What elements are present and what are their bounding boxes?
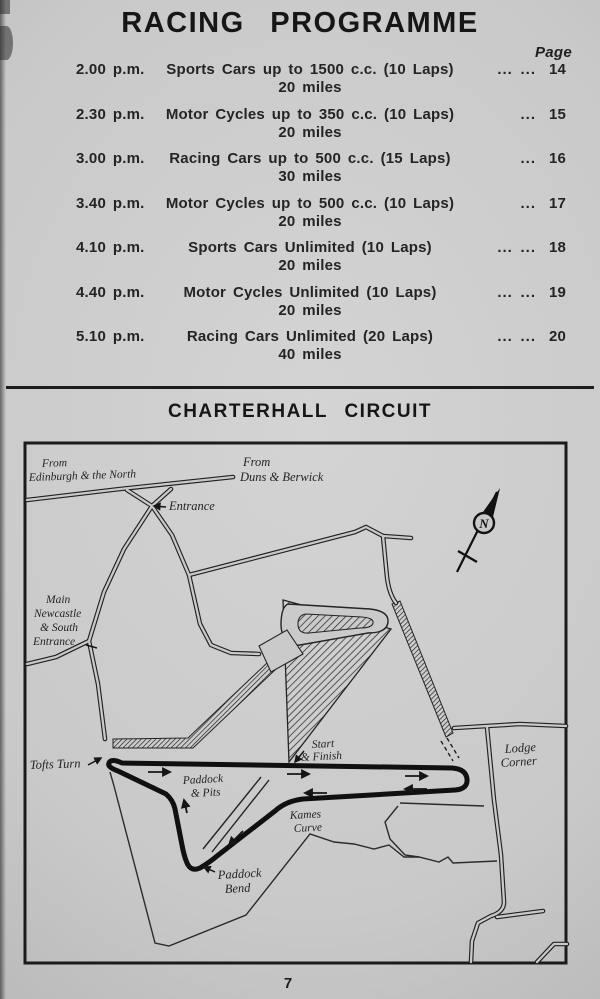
- race-distance: 20 miles: [278, 257, 342, 274]
- schedule-row: [0, 195, 600, 240]
- page-column-header: Page: [534, 44, 572, 61]
- label-start-finish: & Finish: [300, 749, 343, 764]
- label-lodge-corner: Corner: [500, 753, 538, 770]
- field-boundary-south: [110, 772, 419, 946]
- page-number: 7: [283, 975, 293, 992]
- label-paddock-pits: & Pits: [190, 786, 221, 800]
- scan-edge-mark: [0, 26, 13, 60]
- race-time: 2.00 p.m.: [76, 61, 145, 78]
- leader-dots: ...: [520, 194, 536, 212]
- circuit-map: [0, 435, 600, 999]
- label-start-finish: Start: [311, 737, 335, 751]
- race-time: 4.40 p.m.: [76, 283, 145, 301]
- label-from-edinburgh: Edinburgh & the North: [28, 468, 137, 484]
- map-labels: [28, 455, 538, 896]
- race-page-number: 15: [549, 105, 567, 123]
- race-page-number: 16: [549, 150, 567, 167]
- race-time: 4.10 p.m.: [76, 239, 145, 256]
- lane-to-lodge: [400, 803, 484, 806]
- label-tofts-turn: Tofts Turn: [29, 756, 81, 772]
- race-time: 2.30 p.m.: [76, 105, 145, 123]
- race-distance: 20 miles: [278, 301, 342, 319]
- race-event: Sports Cars Unlimited (10 Laps): [188, 239, 432, 256]
- label-kames-curve: Kames: [289, 808, 322, 822]
- label-from-edinburgh: From: [41, 457, 68, 470]
- label-main-entrance: Newcastle: [34, 608, 82, 620]
- race-distance: 40 miles: [278, 346, 342, 363]
- race-page-number: 18: [549, 239, 567, 256]
- leader-dots: ... ...: [497, 328, 536, 345]
- race-distance: 30 miles: [278, 168, 342, 185]
- circuit-title: CHARTERHALL CIRCUIT: [167, 401, 433, 422]
- race-time: 3.00 p.m.: [76, 150, 145, 167]
- race-page-number: 14: [549, 61, 567, 78]
- race-page-number: 19: [549, 283, 567, 301]
- leader-dots: ... ...: [497, 283, 536, 301]
- schedule-row: [0, 150, 600, 195]
- race-page-number: 17: [549, 194, 567, 212]
- race-distance: 20 miles: [278, 79, 342, 96]
- race-event: Motor Cycles up to 500 c.c. (10 Laps): [165, 194, 455, 212]
- schedule-row: [0, 61, 600, 106]
- race-event: Racing Cars Unlimited (20 Laps): [186, 328, 434, 345]
- label-from-duns: Duns & Berwick: [240, 470, 324, 484]
- race-distance: 20 miles: [278, 212, 342, 230]
- race-event: Motor Cycles Unlimited (10 Laps): [183, 283, 437, 301]
- schedule-row: [0, 239, 600, 284]
- label-paddock-bend: Bend: [224, 880, 251, 896]
- runway-northeast: [392, 601, 453, 737]
- race-time: 5.10 p.m.: [76, 328, 145, 345]
- race-schedule: [0, 61, 600, 373]
- leader-dots: ... ...: [497, 239, 536, 256]
- leader-dots: ... ...: [497, 61, 536, 78]
- schedule-row: [0, 328, 600, 373]
- label-entrance: Entrance: [169, 499, 215, 513]
- label-main-entrance: & South: [40, 622, 79, 634]
- pit-lane-line: [212, 780, 269, 852]
- scan-corner-mark: [0, 0, 10, 14]
- leader-dots: ...: [520, 105, 536, 123]
- race-event: Motor Cycles up to 350 c.c. (10 Laps): [165, 105, 455, 123]
- compass-letter: N: [479, 516, 489, 531]
- label-main-entrance: Entrance: [33, 636, 76, 648]
- leader-dots: ...: [520, 150, 536, 167]
- section-divider: [6, 386, 594, 389]
- schedule-row: [0, 106, 600, 151]
- page-title: RACING PROGRAMME: [121, 7, 479, 39]
- race-event: Racing Cars up to 500 c.c. (15 Laps): [169, 150, 451, 167]
- label-lodge-corner: Lodge: [504, 739, 537, 756]
- compass-north-icon: [457, 488, 500, 572]
- label-paddock-pits: Paddock: [182, 772, 224, 787]
- race-event: Sports Cars up to 1500 c.c. (10 Laps): [166, 61, 454, 78]
- label-paddock-bend: Paddock: [217, 865, 262, 882]
- race-time: 3.40 p.m.: [76, 194, 145, 212]
- schedule-row: [0, 284, 600, 329]
- race-distance: 20 miles: [278, 123, 342, 141]
- label-kames-curve: Curve: [293, 821, 323, 835]
- label-from-duns: From: [243, 455, 271, 469]
- runway-northwest: [113, 662, 276, 748]
- label-main-entrance: Main: [46, 594, 71, 606]
- race-page-number: 20: [549, 328, 567, 345]
